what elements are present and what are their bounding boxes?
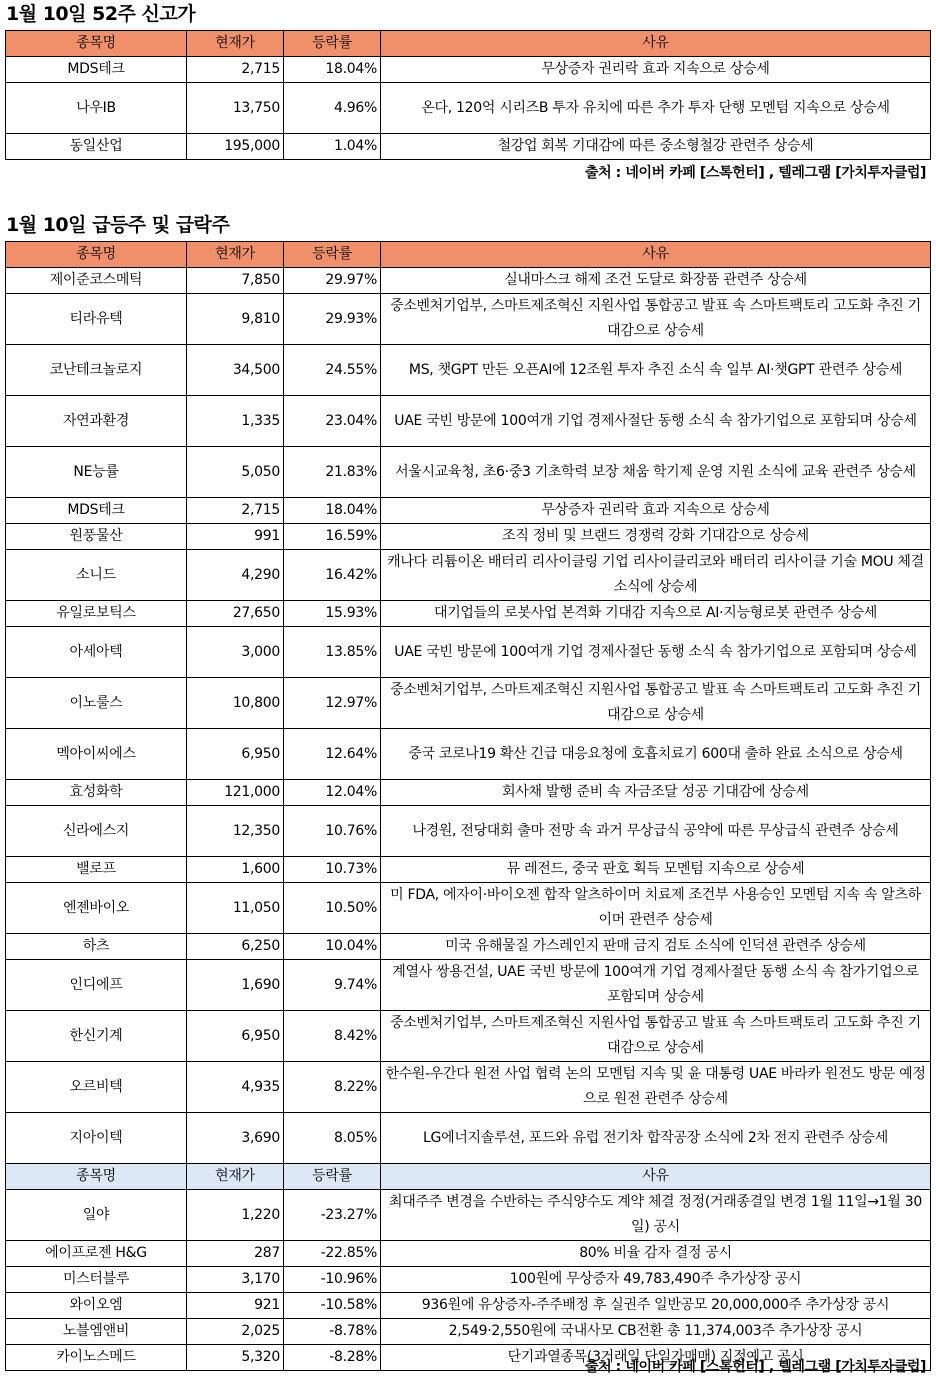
reason-cell: 중소벤처기업부, 스마트제조혁신 지원사업 통합공고 발표 속 스마트팩토리 고도화 추진 기대감으로 상승세 <box>381 1011 931 1062</box>
stock-name-cell: 에이프로젠 H&G <box>6 1241 187 1267</box>
price-cell: 10,800 <box>187 678 284 729</box>
stock-name-cell: 노블엠앤비 <box>6 1319 187 1345</box>
reason-cell: 계열사 쌍용건설, UAE 국빈 방문에 100여개 기업 경제사절단 동행 소식 속 참가기업으로 포함되며 상승세 <box>381 960 931 1011</box>
price-cell: 121,000 <box>187 780 284 806</box>
reason-cell: 미 FDA, 에자이·바이오젠 합작 알츠하이머 치료제 조건부 사용승인 모멘텀 지속 속 알츠하이머 관련주 상승세 <box>381 883 931 934</box>
price-cell: 4,290 <box>187 550 284 601</box>
stock-name-cell: 하츠 <box>6 934 187 960</box>
change-cell: 29.97% <box>284 268 381 294</box>
stock-name-cell: NE능률 <box>6 447 187 498</box>
change-cell: 1.04% <box>284 134 381 160</box>
reason-cell: 100원에 무상증자 49,783,490주 추가상장 공시 <box>381 1267 931 1293</box>
table-row <box>6 345 931 396</box>
change-cell: -23.27% <box>284 1190 381 1241</box>
price-cell: 2,715 <box>187 57 284 83</box>
table-row <box>6 857 931 883</box>
change-cell: 4.96% <box>284 83 381 134</box>
fall-header-change: 등락률 <box>284 1164 381 1190</box>
price-cell: 3,000 <box>187 627 284 678</box>
change-cell: 8.22% <box>284 1062 381 1113</box>
price-cell: 11,050 <box>187 883 284 934</box>
table-row <box>6 447 931 498</box>
col-header-reason: 사유 <box>381 242 931 268</box>
price-cell: 27,650 <box>187 601 284 627</box>
stock-name-cell: 일야 <box>6 1190 187 1241</box>
section1-title: 1월 10일 52주 신고가 <box>6 3 196 25</box>
change-cell: 21.83% <box>284 447 381 498</box>
reason-cell: 온다, 120억 시리즈B 투자 유치에 따른 추가 투자 단행 모멘텀 지속으로 상승세 <box>381 83 931 134</box>
table-row <box>6 806 931 857</box>
reason-cell: LG에너지솔루션, 포드와 유럽 전기차 합작공장 소식에 2차 전지 관련주 상승세 <box>381 1113 931 1164</box>
price-cell: 3,690 <box>187 1113 284 1164</box>
price-cell: 1,600 <box>187 857 284 883</box>
change-cell: -8.78% <box>284 1319 381 1345</box>
stock-name-cell: 오르비텍 <box>6 1062 187 1113</box>
reason-cell: 뮤 레전드, 중국 판호 획득 모멘텀 지속으로 상승세 <box>381 857 931 883</box>
price-cell: 4,935 <box>187 1062 284 1113</box>
price-cell: 1,335 <box>187 396 284 447</box>
stock-name-cell: 인디에프 <box>6 960 187 1011</box>
change-cell: 15.93% <box>284 601 381 627</box>
change-cell: 10.73% <box>284 857 381 883</box>
price-cell: 6,950 <box>187 729 284 780</box>
price-cell: 9,810 <box>187 294 284 345</box>
price-cell: 2,025 <box>187 1319 284 1345</box>
change-cell: 12.64% <box>284 729 381 780</box>
reason-cell: 중소벤처기업부, 스마트제조혁신 지원사업 통합공고 발표 속 스마트팩토리 고도화 추진 기대감으로 상승세 <box>381 678 931 729</box>
change-cell: -10.96% <box>284 1267 381 1293</box>
change-cell: 12.97% <box>284 678 381 729</box>
reason-cell: 서울시교육청, 초6·중3 기초학력 보장 채움 학기제 운영 지원 소식에 교육 관련주 상승세 <box>381 447 931 498</box>
stock-name-cell: 밸로프 <box>6 857 187 883</box>
stock-name-cell: 한신기계 <box>6 1011 187 1062</box>
source-note: 출처 : 네이버 카페 [스톡헌터] , 텔레그램 [가치투자클럽] <box>584 1359 926 1375</box>
change-cell: 29.93% <box>284 294 381 345</box>
stock-name-cell: 소니드 <box>6 550 187 601</box>
col-header-name: 종목명 <box>6 242 187 268</box>
change-cell: 18.04% <box>284 498 381 524</box>
table-row <box>6 396 931 447</box>
reason-cell: UAE 국빈 방문에 100여개 기업 경제사절단 동행 소식 속 참가기업으로 포함되며 상승세 <box>381 627 931 678</box>
fall-header-name: 종목명 <box>6 1164 187 1190</box>
change-cell: 24.55% <box>284 345 381 396</box>
table-row <box>6 1319 931 1345</box>
reason-cell: 936원에 유상증자-주주배정 후 실권주 일반공모 20,000,000주 추가상장 공시 <box>381 1293 931 1319</box>
table-row <box>6 1241 931 1267</box>
reason-cell: 한수원-우간다 원전 사업 협력 논의 모멘텀 지속 및 윤 대통령 UAE 바라카 원전도 방문 예정으로 원전 관련주 상승세 <box>381 1062 931 1113</box>
price-cell: 991 <box>187 524 284 550</box>
table-row <box>6 1011 931 1062</box>
table-row <box>6 498 931 524</box>
table-row <box>6 678 931 729</box>
table-row <box>6 550 931 601</box>
stock-name-cell: 코난테크놀로지 <box>6 345 187 396</box>
table-row <box>6 1293 931 1319</box>
stock-name-cell: 카이노스메드 <box>6 1345 187 1371</box>
col-header-name: 종목명 <box>6 31 187 57</box>
table-row <box>6 601 931 627</box>
table-row <box>6 1190 931 1241</box>
reason-cell: 미국 유해물질 가스레인지 판매 금지 검토 소식에 인덕션 관련주 상승세 <box>381 934 931 960</box>
table-row <box>6 780 931 806</box>
stock-name-cell: 지아이텍 <box>6 1113 187 1164</box>
reason-cell: 80% 비율 감자 결정 공시 <box>381 1241 931 1267</box>
price-cell: 195,000 <box>187 134 284 160</box>
table-row <box>6 729 931 780</box>
reason-cell: 중국 코로나19 확산 긴급 대응요청에 호흡치료기 600대 출하 완료 소식으로 상승세 <box>381 729 931 780</box>
reason-cell: 실내마스크 해제 조건 도달로 화장품 관련주 상승세 <box>381 268 931 294</box>
price-cell: 287 <box>187 1241 284 1267</box>
stock-name-cell: 미스터블루 <box>6 1267 187 1293</box>
change-cell: 8.42% <box>284 1011 381 1062</box>
price-cell: 12,350 <box>187 806 284 857</box>
col-header-price: 현재가 <box>187 242 284 268</box>
reason-cell: 캐나다 리튬이온 배터리 리사이클링 기업 리사이클리코와 배터리 리사이클 기술 MOU 체결 소식에 상승세 <box>381 550 931 601</box>
reason-cell: 나경원, 전당대회 출마 전망 속 과거 무상급식 공약에 따른 무상급식 관련주 상승세 <box>381 806 931 857</box>
stock-name-cell: MDS테크 <box>6 498 187 524</box>
price-cell: 6,250 <box>187 934 284 960</box>
stock-name-cell: 아세아텍 <box>6 627 187 678</box>
section2-title: 1월 10일 급등주 및 급락주 <box>6 214 230 236</box>
reason-cell: 조직 정비 및 브랜드 경쟁력 강화 기대감으로 상승세 <box>381 524 931 550</box>
stock-name-cell: 유일로보틱스 <box>6 601 187 627</box>
stock-name-cell: 와이오엠 <box>6 1293 187 1319</box>
change-cell: 12.04% <box>284 780 381 806</box>
price-cell: 3,170 <box>187 1267 284 1293</box>
movers-table <box>5 241 931 1371</box>
table-row <box>6 294 931 345</box>
stock-name-cell: 원풍물산 <box>6 524 187 550</box>
price-cell: 13,750 <box>187 83 284 134</box>
table-row <box>6 83 931 134</box>
change-cell: -8.28% <box>284 1345 381 1371</box>
col-header-change: 등락률 <box>284 242 381 268</box>
table-row <box>6 934 931 960</box>
table-row <box>6 960 931 1011</box>
fall-header-price: 현재가 <box>187 1164 284 1190</box>
table-row <box>6 1267 931 1293</box>
stock-name-cell: MDS테크 <box>6 57 187 83</box>
stock-name-cell: 멕아이씨에스 <box>6 729 187 780</box>
table-row <box>6 1113 931 1164</box>
reason-cell: 2,549·2,550원에 국내사모 CB전환 총 11,374,003주 추가상장 공시 <box>381 1319 931 1345</box>
change-cell: 10.04% <box>284 934 381 960</box>
table-row <box>6 1062 931 1113</box>
reason-cell: UAE 국빈 방문에 100여개 기업 경제사절단 동행 소식 속 참가기업으로 포함되며 상승세 <box>381 396 931 447</box>
price-cell: 7,850 <box>187 268 284 294</box>
change-cell: 13.85% <box>284 627 381 678</box>
reason-cell: MS, 챗GPT 만든 오픈AI에 12조원 투자 추진 소식 속 일부 AI·챗GPT 관련주 상승세 <box>381 345 931 396</box>
fall-header-reason: 사유 <box>381 1164 931 1190</box>
col-header-change: 등락률 <box>284 31 381 57</box>
change-cell: 16.42% <box>284 550 381 601</box>
price-cell: 6,950 <box>187 1011 284 1062</box>
price-cell: 1,220 <box>187 1190 284 1241</box>
col-header-price: 현재가 <box>187 31 284 57</box>
table-row <box>6 524 931 550</box>
reason-cell: 대기업들의 로봇사업 본격화 기대감 지속으로 AI·지능형로봇 관련주 상승세 <box>381 601 931 627</box>
price-cell: 921 <box>187 1293 284 1319</box>
change-cell: 9.74% <box>284 960 381 1011</box>
change-cell: 8.05% <box>284 1113 381 1164</box>
price-cell: 5,050 <box>187 447 284 498</box>
change-cell: -10.58% <box>284 1293 381 1319</box>
table-row <box>6 627 931 678</box>
stock-name-cell: 동일산업 <box>6 134 187 160</box>
stock-name-cell: 이노룰스 <box>6 678 187 729</box>
reason-cell: 철강업 회복 기대감에 따른 중소형철강 관련주 상승세 <box>381 134 931 160</box>
change-cell: 23.04% <box>284 396 381 447</box>
price-cell: 34,500 <box>187 345 284 396</box>
table-row <box>6 268 931 294</box>
table-row <box>6 883 931 934</box>
stock-name-cell: 자연과환경 <box>6 396 187 447</box>
source-note: 출처 : 네이버 카페 [스톡헌터] , 텔레그램 [가치투자클럽] <box>584 165 926 181</box>
reason-cell: 회사채 발행 준비 속 자금조달 성공 기대감에 상승세 <box>381 780 931 806</box>
change-cell: 10.50% <box>284 883 381 934</box>
stock-name-cell: 티라유텍 <box>6 294 187 345</box>
table-row <box>6 57 931 83</box>
reason-cell: 무상증자 권리락 효과 지속으로 상승세 <box>381 498 931 524</box>
stock-name-cell: 엔젠바이오 <box>6 883 187 934</box>
stock-name-cell: 효성화학 <box>6 780 187 806</box>
reason-cell: 최대주주 변경을 수반하는 주식양수도 계약 체결 정정(거래종결일 변경 1월 11일→1월 30일) 공시 <box>381 1190 931 1241</box>
change-cell: 18.04% <box>284 57 381 83</box>
price-cell: 1,690 <box>187 960 284 1011</box>
reason-cell: 단기과열종목(3거래일 단일가매매) 지정예고 공시 <box>381 1345 931 1371</box>
new-high-table <box>5 30 931 160</box>
table-row <box>6 134 931 160</box>
col-header-reason: 사유 <box>381 31 931 57</box>
change-cell: 16.59% <box>284 524 381 550</box>
stock-name-cell: 신라에스지 <box>6 806 187 857</box>
stock-name-cell: 제이준코스메틱 <box>6 268 187 294</box>
change-cell: 10.76% <box>284 806 381 857</box>
change-cell: -22.85% <box>284 1241 381 1267</box>
price-cell: 2,715 <box>187 498 284 524</box>
reason-cell: 중소벤처기업부, 스마트제조혁신 지원사업 통합공고 발표 속 스마트팩토리 고도화 추진 기대감으로 상승세 <box>381 294 931 345</box>
reason-cell: 무상증자 권리락 효과 지속으로 상승세 <box>381 57 931 83</box>
price-cell: 5,320 <box>187 1345 284 1371</box>
stock-name-cell: 나우IB <box>6 83 187 134</box>
